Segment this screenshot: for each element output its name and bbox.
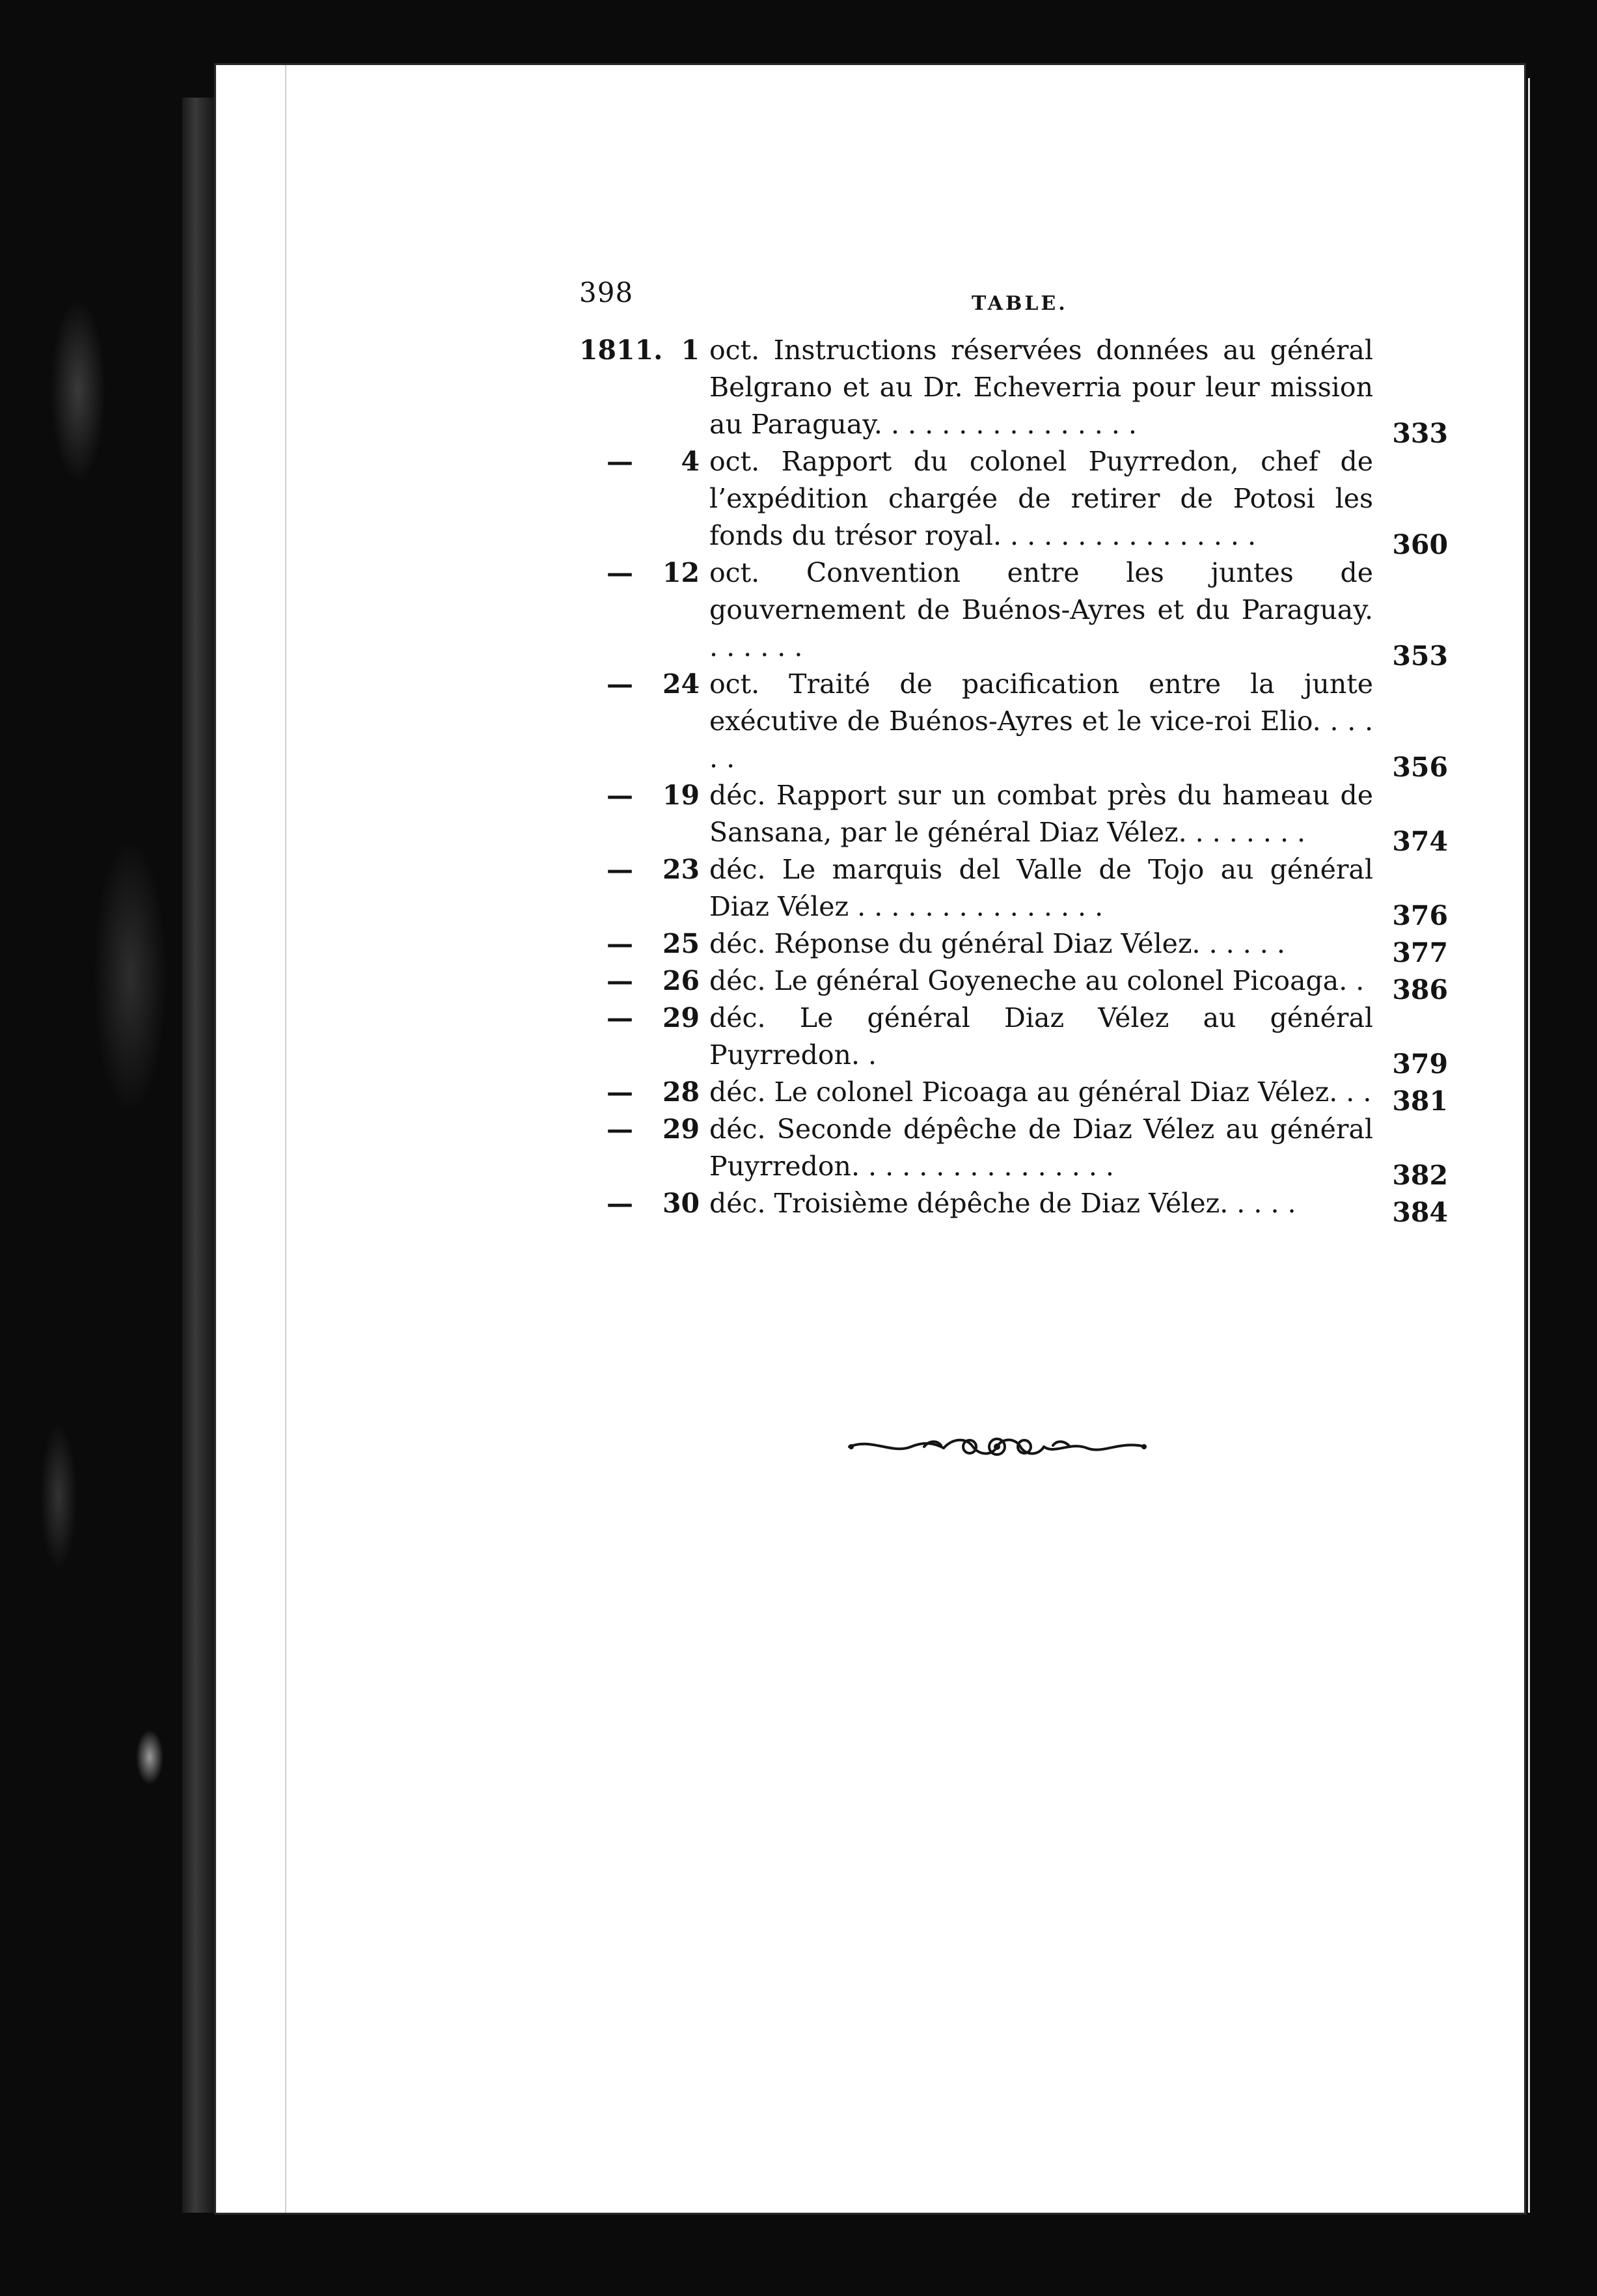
entry-page-number: 356 [1392, 752, 1448, 783]
ditto-dash: — [607, 1188, 633, 1219]
tailpiece-ornament [846, 1428, 1149, 1465]
ditto-dash: — [607, 1114, 633, 1145]
entry-title: déc. Rapport sur un combat près du hameau de Sansana, par le général Diaz Vélez. . . . . . . . [709, 780, 1373, 848]
page-right-edge [1528, 78, 1530, 2213]
entry-day: 23 [662, 854, 700, 885]
entry-day: 29 [662, 1002, 700, 1033]
toc-entry [579, 777, 1448, 857]
entry-day: 19 [662, 780, 700, 811]
scan-background-right [1524, 0, 1597, 2296]
ditto-dash: — [607, 1002, 633, 1033]
entry-title: déc. Réponse du général Diaz Vélez. . . . . . [709, 928, 1285, 959]
entry-page-number: 376 [1392, 900, 1448, 931]
entry-page-number: 333 [1392, 418, 1448, 449]
entry-year: 1811. [579, 335, 663, 366]
toc-entry [579, 851, 1448, 931]
entry-day: 12 [662, 557, 700, 588]
entry-page-number: 381 [1392, 1086, 1448, 1117]
toc-entry [579, 554, 1448, 672]
toc-entry [579, 1074, 1448, 1117]
toc-entry [579, 332, 1448, 449]
entry-title: oct. Rapport du colonel Puyrredon, chef de l’expédition chargée de retirer de Potosi les fonds du trésor royal. . . . . . . . . . . . . . . . [709, 446, 1373, 551]
ditto-dash: — [607, 928, 633, 959]
entry-title: déc. Le marquis del Valle de Tojo au général Diaz Vélez . . . . . . . . . . . . . . . [709, 854, 1373, 922]
entry-day: 25 [662, 928, 700, 959]
page-number: 398 [579, 277, 634, 308]
toc-entry [579, 1111, 1448, 1191]
toc-entry [579, 443, 1448, 560]
entry-title: déc. Seconde dépêche de Diaz Vélez au général Puyrredon. . . . . . . . . . . . . . . . [709, 1114, 1373, 1182]
entry-title: oct. Instructions réservées données au général Belgrano et au Dr. Echeverria pour leur mission au Paraguay. . . . . . . . . . . . . . . . [709, 335, 1373, 440]
entry-title: déc. Le général Goyeneche au colonel Picoaga. . [709, 965, 1365, 996]
entry-title: déc. Le général Diaz Vélez au général Puyrredon. . [709, 1002, 1373, 1071]
entry-day: 30 [662, 1188, 700, 1219]
entry-page-number: 382 [1392, 1160, 1448, 1191]
entry-day: 29 [662, 1114, 700, 1145]
book-spine-edge [182, 98, 215, 2226]
ditto-dash: — [607, 557, 633, 588]
running-title: TABLE. [972, 292, 1068, 315]
table-of-contents [579, 332, 1448, 1228]
entry-page-number: 360 [1392, 529, 1448, 560]
toc-entry [579, 1000, 1448, 1080]
entry-page-number: 374 [1392, 826, 1448, 857]
toc-entry [579, 925, 1448, 968]
entry-title: oct. Traité de pacification entre la junte exécutive de Buénos-Ayres et le vice-roi Elio. . . . . . [709, 668, 1373, 774]
ditto-dash: — [607, 965, 633, 996]
ditto-dash: — [607, 780, 633, 811]
toc-entry [579, 1185, 1448, 1228]
entry-page-number: 379 [1392, 1048, 1448, 1080]
entry-page-number: 386 [1392, 974, 1448, 1005]
entry-page-number: 353 [1392, 640, 1448, 672]
ditto-dash: — [607, 1076, 633, 1108]
ditto-dash: — [607, 854, 633, 885]
toc-entry [579, 666, 1448, 783]
entry-day: 28 [662, 1076, 700, 1108]
entry-title: oct. Convention entre les juntes de gouvernement de Buénos-Ayres et du Paraguay. . . . . . . [709, 557, 1373, 663]
scan-background-bottom [0, 2213, 1597, 2296]
page-edge-line [285, 65, 286, 2213]
entry-day: 1 [681, 335, 700, 366]
entry-day: 24 [662, 668, 700, 700]
ditto-dash: — [607, 668, 633, 700]
entry-title: déc. Troisième dépêche de Diaz Vélez. . . . . [709, 1188, 1296, 1219]
entry-day: 4 [681, 446, 700, 477]
page-header [579, 277, 1451, 322]
toc-entry [579, 963, 1448, 1005]
entry-day: 26 [662, 965, 700, 996]
ditto-dash: — [607, 446, 633, 477]
entry-page-number: 384 [1392, 1197, 1448, 1228]
entry-page-number: 377 [1392, 937, 1448, 968]
entry-title: déc. Le colonel Picoaga au général Diaz Vélez. . . [709, 1076, 1372, 1108]
